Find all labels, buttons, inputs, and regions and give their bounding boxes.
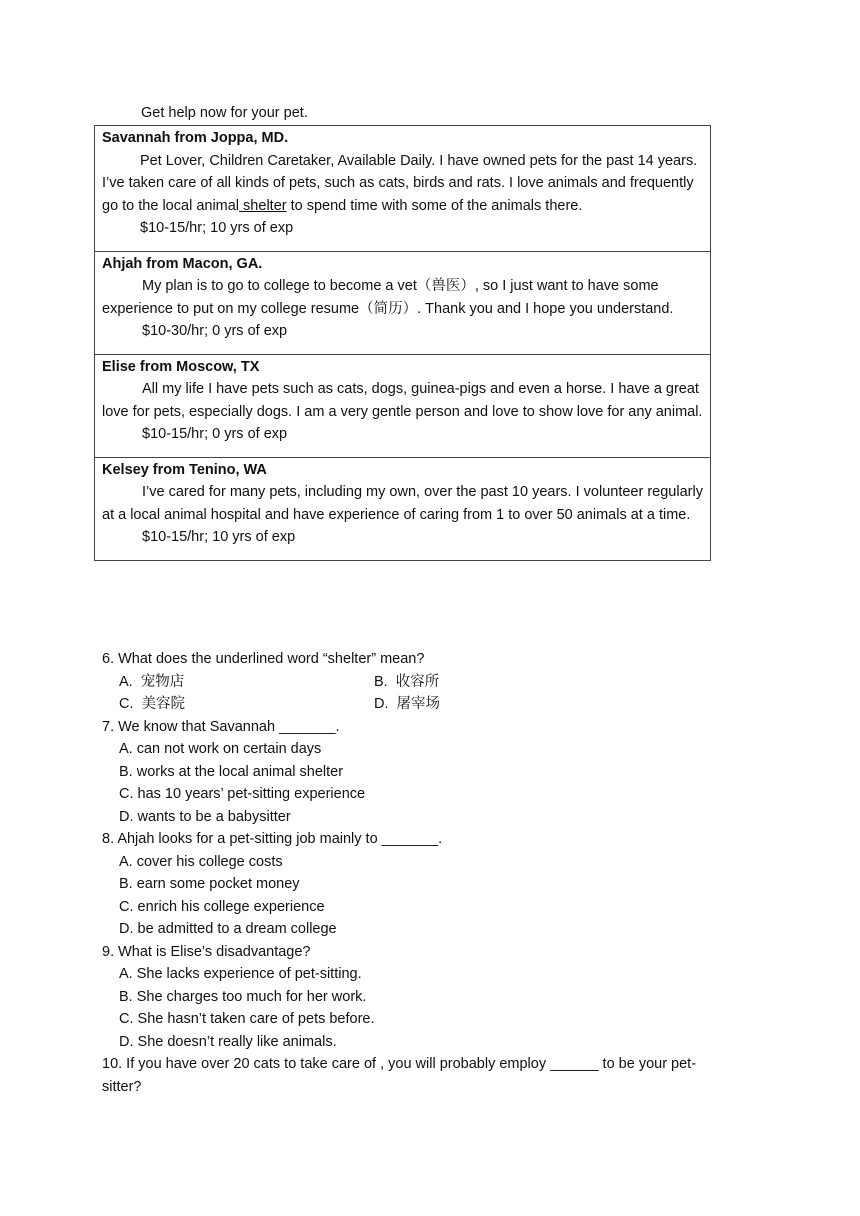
profile-rate: $10-30/hr; 0 yrs of exp: [142, 323, 288, 339]
profile-description: I’ve cared for many pets, including my own, over the past 10 years. I volunteer regularly at a local animal hospital and have experience of caring from 1 to over 50 animals at a time.: [102, 484, 703, 523]
option-label: D.: [374, 696, 389, 712]
profile-row-savannah: [95, 126, 711, 252]
question-6-options: [119, 671, 722, 716]
option-label: B.: [374, 673, 388, 690]
question-9-option-d: D. She doesn’t really like animals.: [119, 1033, 337, 1050]
option-text: 美容院: [141, 696, 186, 712]
profile-text: to spend time with some of the animals there.: [286, 197, 583, 214]
underlined-word-shelter: shelter: [239, 197, 287, 214]
profile-row-ahjah: [95, 251, 711, 354]
questions-section: [102, 648, 722, 1098]
question-10-stem: 10. If you have over 20 cats to take care of , you will probably employ ______ to be your pet-sitter?: [102, 1056, 697, 1095]
profile-cell: [95, 457, 711, 560]
question-7-option-b: B. works at the local animal shelter: [119, 763, 344, 780]
profile-name: Ahjah from Macon, GA.: [102, 255, 263, 272]
intro-line: Get help now for your pet.: [141, 105, 308, 121]
profile-rate: $10-15/hr; 0 yrs of exp: [142, 426, 288, 442]
option-label: C.: [119, 696, 134, 712]
question-9-option-a: A. She lacks experience of pet-sitting.: [119, 966, 362, 982]
question-8-stem: 8. Ahjah looks for a pet-sitting job mainly to _______.: [102, 831, 443, 847]
option-a: [119, 671, 374, 694]
option-d: [374, 693, 574, 716]
profile-row-elise: [95, 354, 711, 457]
profile-description: All my life I have pets such as cats, dogs, guinea-pigs and even a horse. I have a great love for pets, especially dogs. I am a very gentle person and love to show love for any animal.: [102, 381, 703, 420]
question-8-option-c: C. enrich his college experience: [119, 898, 325, 915]
profile-cell: [95, 126, 711, 252]
question-7-option-a: A. can not work on certain days: [119, 741, 322, 757]
question-7-option-d: D. wants to be a babysitter: [119, 808, 291, 825]
question-9-option-b: B. She charges too much for her work.: [119, 988, 367, 1005]
question-9-option-c: C. She hasn’t taken care of pets before.: [119, 1011, 375, 1027]
profile-name: Kelsey from Tenino, WA: [102, 461, 267, 478]
profile-description: My plan is to go to college to become a vet（兽医）, so I just want to have some experience to put on my college resume（简历）. Thank you and I hope you understand.: [102, 278, 674, 317]
profile-name: Savannah from Joppa, MD.: [102, 130, 289, 146]
question-8-option-b: B. earn some pocket money: [119, 876, 300, 892]
profile-description: [102, 150, 703, 218]
profile-cell: [95, 354, 711, 457]
question-6-stem: 6. What does the underlined word “shelter” mean?: [102, 651, 425, 667]
question-8-option-d: D. be admitted to a dream college: [119, 921, 337, 937]
option-text: 屠宰场: [396, 696, 441, 712]
option-text: 宠物店: [140, 673, 185, 690]
option-b: [374, 671, 574, 694]
profiles-table: [94, 125, 711, 561]
profile-row-kelsey: [95, 457, 711, 560]
profile-cell: [95, 251, 711, 354]
option-label: A.: [119, 673, 133, 690]
option-text: 收容所: [395, 673, 440, 690]
profile-name: Elise from Moscow, TX: [102, 358, 260, 375]
question-9-stem: 9. What is Elise’s disadvantage?: [102, 943, 311, 960]
question-7-stem: 7. We know that Savannah _______.: [102, 718, 340, 735]
profile-rate: $10-15/hr; 10 yrs of exp: [140, 220, 294, 236]
profile-text: Pet Lover, Children Caretaker, Available Daily. I have owned pets for the past 14 years. I’ve taken care of all kinds of pets, such as cats, birds and rats. I love animals and frequently go to the local animal: [102, 152, 698, 214]
question-8-option-a: A. cover his college costs: [119, 853, 283, 870]
question-7-option-c: C. has 10 years’ pet-sitting experience: [119, 786, 366, 802]
profile-rate: $10-15/hr; 10 yrs of exp: [142, 529, 296, 545]
option-c: [119, 693, 374, 716]
